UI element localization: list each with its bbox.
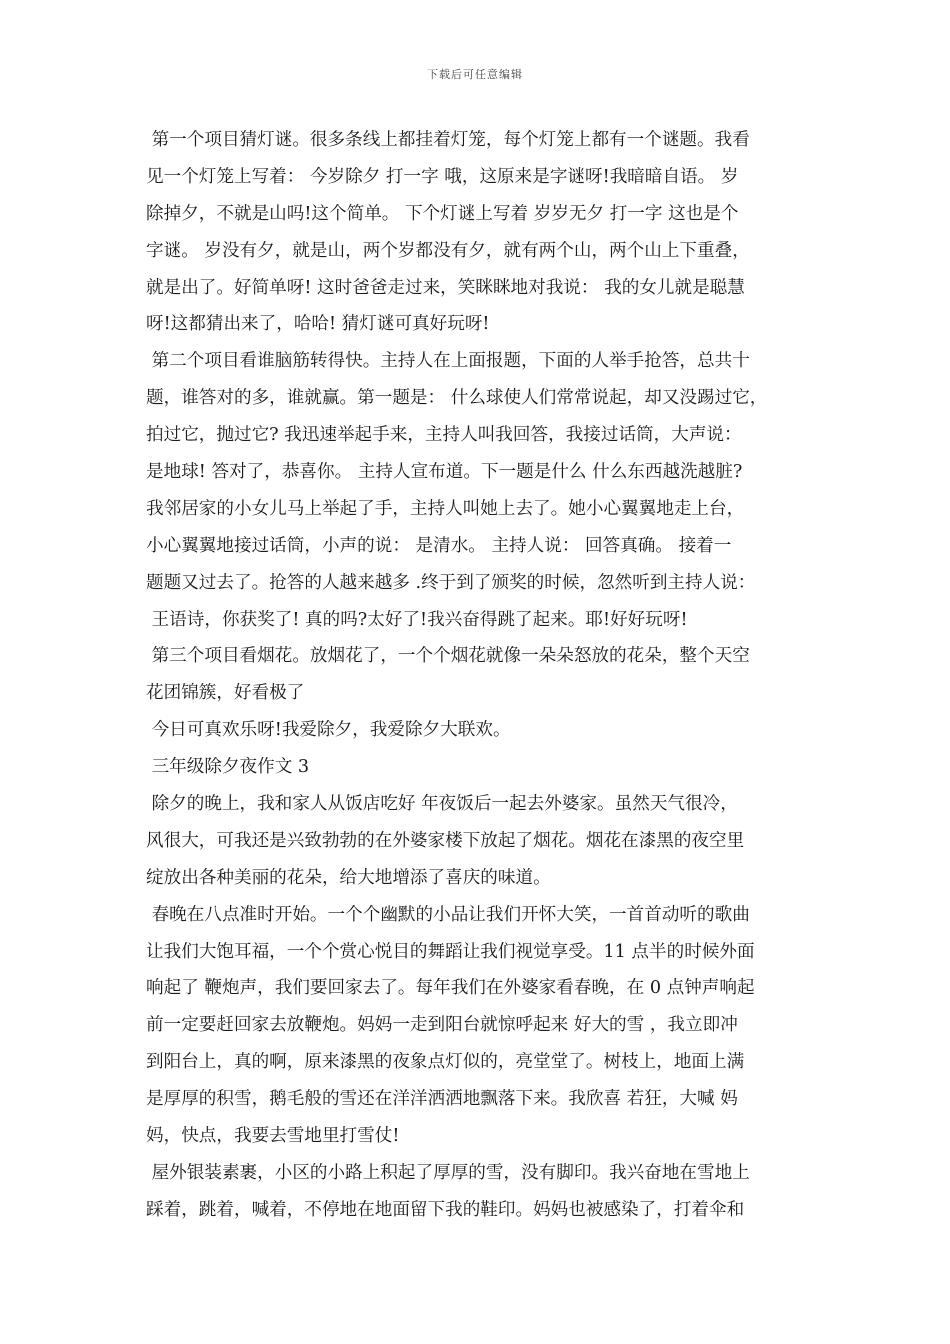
text-line: 让我们大饱耳福，一个个赏心悦目的舞蹈让我们视觉享受。11 点半的时候外面 xyxy=(146,941,755,962)
text-line: 响起了 鞭炮声，我们要回家去了。每年我们在外婆家看春晚，在 0 点钟声响起 xyxy=(146,978,755,999)
text-line: 就是出了。好简单呀! 这时爸爸走过来，笑眯眯地对我说： 我的女儿就是聪慧 xyxy=(146,277,745,298)
text-line: 到阳台上，真的啊，原来漆黑的夜象点灯似的，亮堂堂了。树枝上，地面上满 xyxy=(146,1052,745,1073)
text-line: 字谜。 岁没有夕，就是山，两个岁都没有夕，就有两个山，两个山上下重叠， xyxy=(146,240,750,261)
text-line: 前一定要赶回家去放鞭炮。妈妈一走到阳台就惊呼起来 好大的雪 ，我立即冲 xyxy=(146,1015,738,1036)
text-line: 呀!这都猜出来了，哈哈! 猜灯谜可真好玩呀! xyxy=(146,314,490,335)
text-line: 第一个项目猜灯谜。很多条线上都挂着灯笼，每个灯笼上都有一个谜题。我看 xyxy=(146,130,750,150)
text-line: 小心翼翼地接过话筒，小声的说： 是清水。 主持人说： 回答真确。 接着一 xyxy=(146,535,732,556)
text-line: 题题又过去了。抢答的人越来越多 .终于到了颁奖的时候，忽然听到主持人说： xyxy=(146,572,756,593)
text-line: 三年级除夕夜作文 3 xyxy=(146,757,310,778)
text-line: 除掉夕，不就是山吗!这个简单。 下个灯谜上写着 岁岁无夕 打一字 这也是个 xyxy=(146,203,739,224)
text-line: 屋外银装素裹，小区的小路上积起了厚厚的雪，没有脚印。我兴奋地在雪地上 xyxy=(146,1162,750,1183)
text-line: 拍过它，抛过它? 我迅速举起手来，主持人叫我回答，我接过话筒，大声说： xyxy=(146,425,742,446)
text-line: 绽放出各种美丽的花朵，给大地增添了喜庆的味道。 xyxy=(146,867,551,888)
text-line: 题，谁答对的多，谁就赢。第一题是： 什么球使人们常常说起，却又没踢过它， xyxy=(146,388,768,409)
text-line: 踩着，跳着，喊着，不停地在地面留下我的鞋印。妈妈也被感染了，打着伞和 xyxy=(146,1199,745,1220)
text-line: 妈，快点，我要去雪地里打雪仗! xyxy=(146,1126,400,1147)
text-line: 风很大，可我还是兴致勃勃的在外婆家楼下放起了烟花。烟花在漆黑的夜空里 xyxy=(146,830,745,851)
text-line: 是厚厚的积雪，鹅毛般的雪还在洋洋洒洒地飘落下来。我欣喜 若狂，大喊 妈 xyxy=(146,1089,738,1110)
text-line: 今日可真欢乐呀!我爱除夕，我爱除夕大联欢。 xyxy=(146,720,511,741)
text-line: 第二个项目看谁脑筋转得快。主持人在上面报题，下面的人举手抢答，总共十 xyxy=(146,351,750,372)
document-body xyxy=(146,122,826,1229)
text-line: 除夕的晚上，我和家人从饭店吃好 年夜饭后一起去外婆家。虽然天气很冷， xyxy=(146,794,738,815)
text-line: 第三个项目看烟花。放烟花了，一个个烟花就像一朵朵怒放的花朵，整个天空 xyxy=(146,646,750,667)
text-line: 我邻居家的小女儿马上举起了手，主持人叫她上去了。她小心翼翼地走上台， xyxy=(146,498,745,519)
page-header: 下载后可任意编辑 xyxy=(427,68,523,81)
text-line: 春晚在八点准时开始。一个个幽默的小品让我们开怀大笑，一首首动听的歌曲 xyxy=(146,904,750,925)
text-line: 见一个灯笼上写着： 今岁除夕 打一字 哦，这原来是字谜呀!我暗暗自语。 岁 xyxy=(146,166,739,187)
text-line: 花团锦簇，好看极了 xyxy=(146,683,305,704)
text-line: 王语诗，你获奖了! 真的吗?太好了!我兴奋得跳了起来。耶!好好玩呀! xyxy=(146,609,688,630)
text-line: 是地球! 答对了，恭喜你。 主持人宣布道。下一题是什么 什么东西越洗越脏? xyxy=(146,462,743,483)
